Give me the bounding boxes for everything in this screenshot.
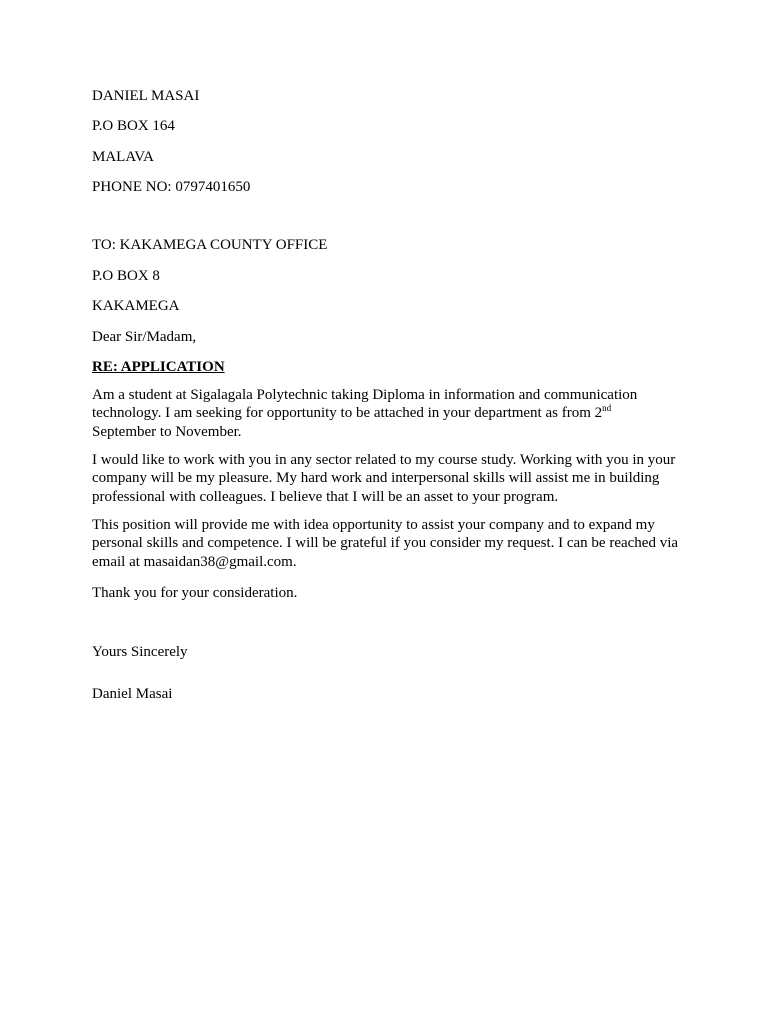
recipient-to: TO: KAKAMEGA COUNTY OFFICE [92, 237, 328, 253]
paragraph-1-line-3: September to November. [92, 423, 242, 440]
paragraph-4: Thank you for your consideration. [92, 585, 298, 601]
ordinal-suffix: nd [602, 403, 612, 414]
paragraph-1-line-2 [92, 404, 692, 422]
sender-town: MALAVA [92, 149, 154, 165]
sender-po-box: P.O BOX 164 [92, 118, 175, 134]
paragraph-3: This position will provide me with idea opportunity to assist your company and to expand my personal skills and competence. I will be grateful if you consider my request. I can be reached via email at masaidan38@gmail.com. [92, 517, 679, 570]
paragraph-2: I would like to work with you in any sector related to my course study. Working with you in your company will be my pleasure. My hard work and interpersonal skills will assist me in building professional with colleagues. I believe that I will be an asset to your program. [92, 452, 676, 505]
paragraph-1 [92, 386, 692, 441]
sender-name: DANIEL MASAI [92, 88, 200, 104]
sender-phone: PHONE NO: 0797401650 [92, 179, 251, 195]
paragraph-1-line-2-text: technology. I am seeking for opportunity to be attached in your department as from 2 [92, 405, 603, 422]
closing: Yours Sincerely [92, 644, 188, 660]
salutation: Dear Sir/Madam, [92, 329, 197, 345]
paragraph-1-line-1: Am a student at Sigalagala Polytechnic taking Diploma in information and communication [92, 387, 638, 403]
signature: Daniel Masai [92, 686, 173, 702]
recipient-po-box: P.O BOX 8 [92, 268, 160, 284]
subject-line: RE: APPLICATION [92, 359, 225, 375]
recipient-town: KAKAMEGA [92, 298, 180, 314]
